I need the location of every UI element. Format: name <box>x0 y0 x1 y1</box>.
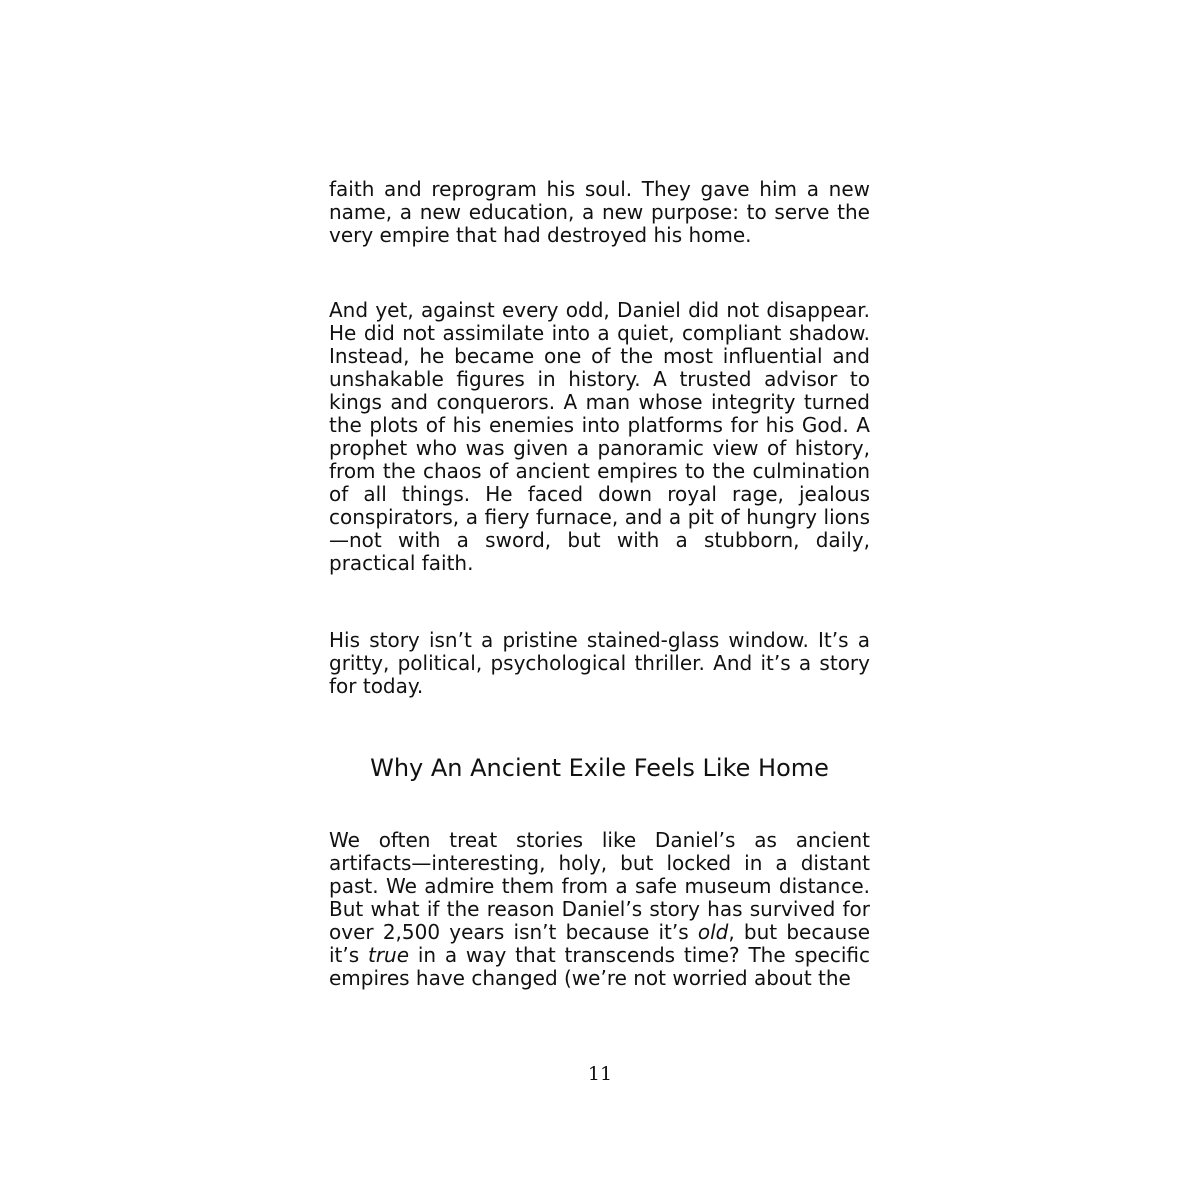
paragraph-4-part-1: We often treat stories like Daniel’s as ancient artifacts—interesting, holy, but locked in a distant past. We admire them from a safe museum distance. But what if the reason Daniel’s story has survived for over 2,500 years isn’t because it’s <box>329 828 870 944</box>
paragraph-1 <box>329 178 870 247</box>
page-number: 11 <box>587 1063 613 1085</box>
paragraph-3-text: His story isn’t a pristine stained-glass window. It’s a gritty, political, psychological thriller. And it’s a story for today. <box>329 628 870 698</box>
emphasis-old: old <box>697 920 729 944</box>
paragraph-2-text: And yet, against every odd, Daniel did not disappear. He did not assimilate into a quiet, compliant shadow. Instead, he became one of the most influential and unshakable figures in history. A trusted advisor to kings and conquerors. A man whose integrity turned the plots of his enemies into platforms for his God. A prophet who was given a panoramic view of history, from the chaos of ancient empires to the culmination of all things. He faced down royal rage, jealous conspirators, a fiery furnace, and a pit of hungry lions —not with a sword, but with a stubborn, daily, practical faith. <box>329 298 870 575</box>
paragraph-4-text <box>329 829 870 990</box>
paragraph-1-text: faith and reprogram his soul. They gave him a new name, a new education, a new purpose: to serve the very empire that had destroyed his home. <box>329 177 870 247</box>
paragraph-4 <box>329 829 870 990</box>
emphasis-true: true <box>367 943 410 967</box>
paragraph-4-part-2: , but because it’s <box>329 920 871 967</box>
paragraph-3 <box>329 629 870 698</box>
paragraph-2 <box>329 299 870 575</box>
section-heading: Why An Ancient Exile Feels Like Home <box>370 754 829 782</box>
paragraph-4-part-3: in a way that transcends time? The specific empires have changed (we’re not worried about the <box>329 943 871 990</box>
